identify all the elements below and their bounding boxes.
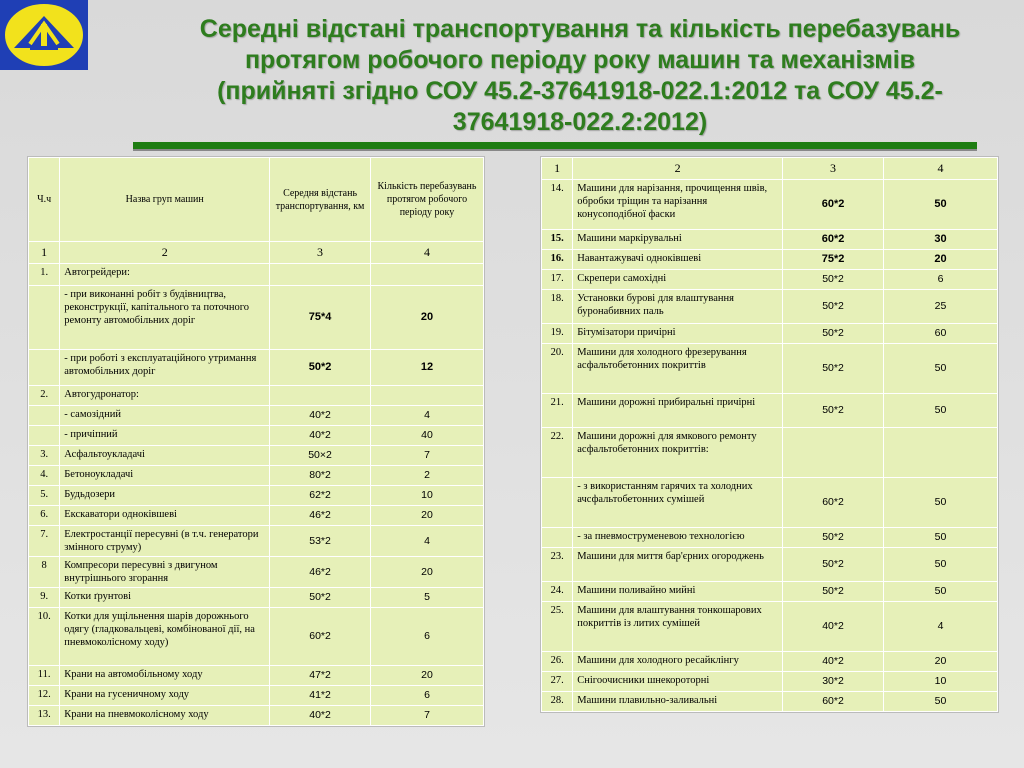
- col-number: 2: [60, 242, 270, 264]
- row-machine-name: Автогрейдери:: [60, 264, 270, 286]
- row-distance: 60*2: [783, 692, 884, 712]
- table-row: [542, 528, 998, 548]
- row-machine-name: Снігоочисники шнекороторні: [573, 672, 783, 692]
- row-relocations: 4: [370, 526, 483, 557]
- row-relocations: 20: [883, 250, 997, 270]
- row-relocations: 50: [883, 528, 997, 548]
- row-distance: 50*2: [783, 528, 884, 548]
- table-row: [29, 286, 484, 350]
- row-machine-name: Машини дорожні для ямкового ремонту асфальтобетонних покриттів:: [573, 428, 783, 478]
- table-row: [29, 350, 484, 386]
- table-row: [29, 608, 484, 666]
- row-relocations: 2: [370, 466, 483, 486]
- row-relocations: 7: [370, 706, 483, 726]
- row-relocations: 25: [883, 290, 997, 324]
- row-machine-name: Машини для холодного ресайклінгу: [573, 652, 783, 672]
- col-number: 1: [542, 158, 573, 180]
- table-row: [29, 506, 484, 526]
- row-machine-name: Машини для холодного фрезерування асфальтобетонних покриттів: [573, 344, 783, 394]
- row-relocations: 60: [883, 324, 997, 344]
- row-distance: 62*2: [270, 486, 371, 506]
- row-number: [29, 426, 60, 446]
- row-distance: 50×2: [270, 446, 371, 466]
- table-row: [542, 602, 998, 652]
- table-row: [29, 264, 484, 286]
- col-header-distance: Середня відстань транспортування, км: [270, 158, 371, 242]
- row-distance: 46*2: [270, 557, 371, 588]
- row-relocations: 40: [370, 426, 483, 446]
- row-distance: 40*2: [270, 426, 371, 446]
- row-number: 13.: [29, 706, 60, 726]
- table-row: [542, 428, 998, 478]
- row-machine-name: - причіпний: [60, 426, 270, 446]
- table-row: [542, 250, 998, 270]
- row-relocations: 4: [370, 406, 483, 426]
- row-machine-name: - при роботі з експлуатаційного утримання автомобільних доріг: [60, 350, 270, 386]
- row-number: 11.: [29, 666, 60, 686]
- row-relocations: [370, 264, 483, 286]
- title-line-3: (прийняті згідно СОУ 45.2-37641918-022.1:2012 та СОУ 45.2-: [217, 77, 943, 105]
- row-relocations: 50: [883, 582, 997, 602]
- row-relocations: 12: [370, 350, 483, 386]
- row-number: 16.: [542, 250, 573, 270]
- row-relocations: [370, 386, 483, 406]
- row-relocations: 5: [370, 588, 483, 608]
- row-machine-name: Навантажувачі одноківшеві: [573, 250, 783, 270]
- row-number: 25.: [542, 602, 573, 652]
- row-distance: 40*2: [783, 652, 884, 672]
- row-number: 23.: [542, 548, 573, 582]
- row-number: 24.: [542, 582, 573, 602]
- row-number: 22.: [542, 428, 573, 478]
- row-number: 7.: [29, 526, 60, 557]
- row-distance: 50*2: [783, 582, 884, 602]
- row-number: 19.: [542, 324, 573, 344]
- row-relocations: 50: [883, 344, 997, 394]
- row-number: 1.: [29, 264, 60, 286]
- row-machine-name: Установки бурові для влаштування буронабивних паль: [573, 290, 783, 324]
- left-machines-table: [28, 157, 484, 726]
- row-number: 20.: [542, 344, 573, 394]
- row-number: 10.: [29, 608, 60, 666]
- row-number: 15.: [542, 230, 573, 250]
- row-relocations: 20: [370, 286, 483, 350]
- row-machine-name: Скрепери самохідні: [573, 270, 783, 290]
- row-distance: 50*2: [270, 588, 371, 608]
- table-row: [542, 672, 998, 692]
- row-distance: 50*2: [783, 270, 884, 290]
- table-header-row: [29, 158, 484, 242]
- table-row: [542, 230, 998, 250]
- row-distance: 60*2: [783, 478, 884, 528]
- row-machine-name: Машини для нарізання, прочищення швів, обробки тріщин та нарізання конусоподібної фаски: [573, 180, 783, 230]
- table-row: [542, 652, 998, 672]
- table-row: [542, 180, 998, 230]
- row-relocations: 50: [883, 478, 997, 528]
- table-row: [542, 344, 998, 394]
- row-distance: 50*2: [783, 394, 884, 428]
- row-relocations: 10: [883, 672, 997, 692]
- row-number: 18.: [542, 290, 573, 324]
- row-number: 17.: [542, 270, 573, 290]
- row-distance: 46*2: [270, 506, 371, 526]
- row-distance: [783, 428, 884, 478]
- row-relocations: 6: [370, 686, 483, 706]
- row-machine-name: Машини маркірувальні: [573, 230, 783, 250]
- row-distance: 80*2: [270, 466, 371, 486]
- page-title: [140, 14, 1020, 138]
- row-number: 6.: [29, 506, 60, 526]
- col-header-relocations: Кількість перебазувань протягом робочого періоду року: [370, 158, 483, 242]
- row-distance: 60*2: [783, 180, 884, 230]
- row-number: 26.: [542, 652, 573, 672]
- row-distance: 60*2: [270, 608, 371, 666]
- row-number: 21.: [542, 394, 573, 428]
- row-machine-name: Крани на гусеничному ходу: [60, 686, 270, 706]
- row-number: [29, 350, 60, 386]
- column-number-row: [29, 242, 484, 264]
- row-machine-name: Крани на пневмоколісному ходу: [60, 706, 270, 726]
- row-machine-name: Бетоноукладачі: [60, 466, 270, 486]
- table-row: [29, 588, 484, 608]
- row-relocations: 30: [883, 230, 997, 250]
- row-number: [29, 406, 60, 426]
- row-machine-name: Електростанції пересувні (в т.ч. генератори змінного струму): [60, 526, 270, 557]
- row-machine-name: - самозідний: [60, 406, 270, 426]
- table-row: [542, 394, 998, 428]
- row-number: [542, 478, 573, 528]
- table-row: [29, 426, 484, 446]
- col-number: 4: [883, 158, 997, 180]
- row-machine-name: Машини плавильно-заливальні: [573, 692, 783, 712]
- row-machine-name: Компресори пересувні з двигуном внутрішнього згорання: [60, 557, 270, 588]
- row-number: 5.: [29, 486, 60, 506]
- row-distance: 50*2: [783, 548, 884, 582]
- row-machine-name: Машини дорожні прибиральні причірні: [573, 394, 783, 428]
- row-machine-name: Машини для влаштування тонкошарових покриттів із литих сумішей: [573, 602, 783, 652]
- row-relocations: 50: [883, 394, 997, 428]
- table-row: [29, 557, 484, 588]
- row-machine-name: Машини поливайно мийні: [573, 582, 783, 602]
- row-number: 28.: [542, 692, 573, 712]
- table-row: [29, 446, 484, 466]
- row-relocations: 50: [883, 548, 997, 582]
- row-distance: 30*2: [783, 672, 884, 692]
- row-number: 3.: [29, 446, 60, 466]
- title-line-1: Середні відстані транспортування та кількість перебазувань: [199, 15, 961, 43]
- row-distance: 50*2: [270, 350, 371, 386]
- row-number: [542, 528, 573, 548]
- row-machine-name: - з використанням гарячих та холодних ачсфальтобетонних сумішей: [573, 478, 783, 528]
- row-number: [29, 286, 60, 350]
- row-machine-name: Котки ґрунтові: [60, 588, 270, 608]
- title-divider: [133, 142, 977, 151]
- row-machine-name: Машини для миття бар'єрних огороджень: [573, 548, 783, 582]
- row-number: 4.: [29, 466, 60, 486]
- table-row: [542, 324, 998, 344]
- row-relocations: 6: [370, 608, 483, 666]
- row-relocations: 50: [883, 692, 997, 712]
- row-machine-name: Будьдозери: [60, 486, 270, 506]
- row-number: 8: [29, 557, 60, 588]
- table-row: [542, 548, 998, 582]
- title-line-4: 37641918-022.2:2012): [452, 108, 708, 136]
- table-row: [542, 692, 998, 712]
- col-header-number: Ч.ч: [29, 158, 60, 242]
- row-distance: 75*4: [270, 286, 371, 350]
- right-machines-table: [541, 157, 998, 712]
- row-machine-name: Асфальтоукладачі: [60, 446, 270, 466]
- col-header-name: Назва груп машин: [60, 158, 270, 242]
- row-relocations: 50: [883, 180, 997, 230]
- row-machine-name: Котки для ущільнення шарів дорожнього одягу (гладковальцеві, комбінованої дії, на пневмоколісному ходу): [60, 608, 270, 666]
- row-number: 12.: [29, 686, 60, 706]
- organization-logo: [0, 0, 88, 70]
- table-row: [29, 526, 484, 557]
- row-distance: 53*2: [270, 526, 371, 557]
- row-distance: 40*2: [270, 706, 371, 726]
- column-number-row: [542, 158, 998, 180]
- row-distance: 50*2: [783, 324, 884, 344]
- row-relocations: 10: [370, 486, 483, 506]
- table-row: [29, 386, 484, 406]
- row-relocations: 20: [370, 506, 483, 526]
- row-relocations: 20: [883, 652, 997, 672]
- table-row: [29, 486, 484, 506]
- table-row: [29, 666, 484, 686]
- row-machine-name: Бітумізатори причірні: [573, 324, 783, 344]
- row-distance: 47*2: [270, 666, 371, 686]
- row-distance: 75*2: [783, 250, 884, 270]
- table-row: [29, 686, 484, 706]
- row-relocations: [883, 428, 997, 478]
- row-machine-name: - за пневмоструменевою технологією: [573, 528, 783, 548]
- row-number: 9.: [29, 588, 60, 608]
- table-row: [29, 706, 484, 726]
- row-relocations: 20: [370, 557, 483, 588]
- col-number: 1: [29, 242, 60, 264]
- row-number: 27.: [542, 672, 573, 692]
- row-machine-name: Автогудронатор:: [60, 386, 270, 406]
- title-line-2: протягом робочого періоду року машин та механізмів: [244, 46, 916, 74]
- row-distance: 40*2: [783, 602, 884, 652]
- table-row: [542, 270, 998, 290]
- table-row: [542, 478, 998, 528]
- col-number: 2: [573, 158, 783, 180]
- row-distance: 60*2: [783, 230, 884, 250]
- table-row: [542, 582, 998, 602]
- row-relocations: 7: [370, 446, 483, 466]
- row-distance: [270, 386, 371, 406]
- row-machine-name: Екскаватори одноківшеві: [60, 506, 270, 526]
- row-distance: 50*2: [783, 290, 884, 324]
- row-distance: [270, 264, 371, 286]
- col-number: 4: [370, 242, 483, 264]
- row-distance: 50*2: [783, 344, 884, 394]
- row-machine-name: Крани на автомобільному ходу: [60, 666, 270, 686]
- col-number: 3: [783, 158, 884, 180]
- table-row: [29, 406, 484, 426]
- row-distance: 41*2: [270, 686, 371, 706]
- col-number: 3: [270, 242, 371, 264]
- table-row: [29, 466, 484, 486]
- row-relocations: 6: [883, 270, 997, 290]
- row-number: 2.: [29, 386, 60, 406]
- table-row: [542, 290, 998, 324]
- row-relocations: 4: [883, 602, 997, 652]
- row-distance: 40*2: [270, 406, 371, 426]
- row-relocations: 20: [370, 666, 483, 686]
- row-machine-name: - при виконанні робіт з будівництва, реконструкції, капітального та поточного ремонту автомобільних доріг: [60, 286, 270, 350]
- row-number: 14.: [542, 180, 573, 230]
